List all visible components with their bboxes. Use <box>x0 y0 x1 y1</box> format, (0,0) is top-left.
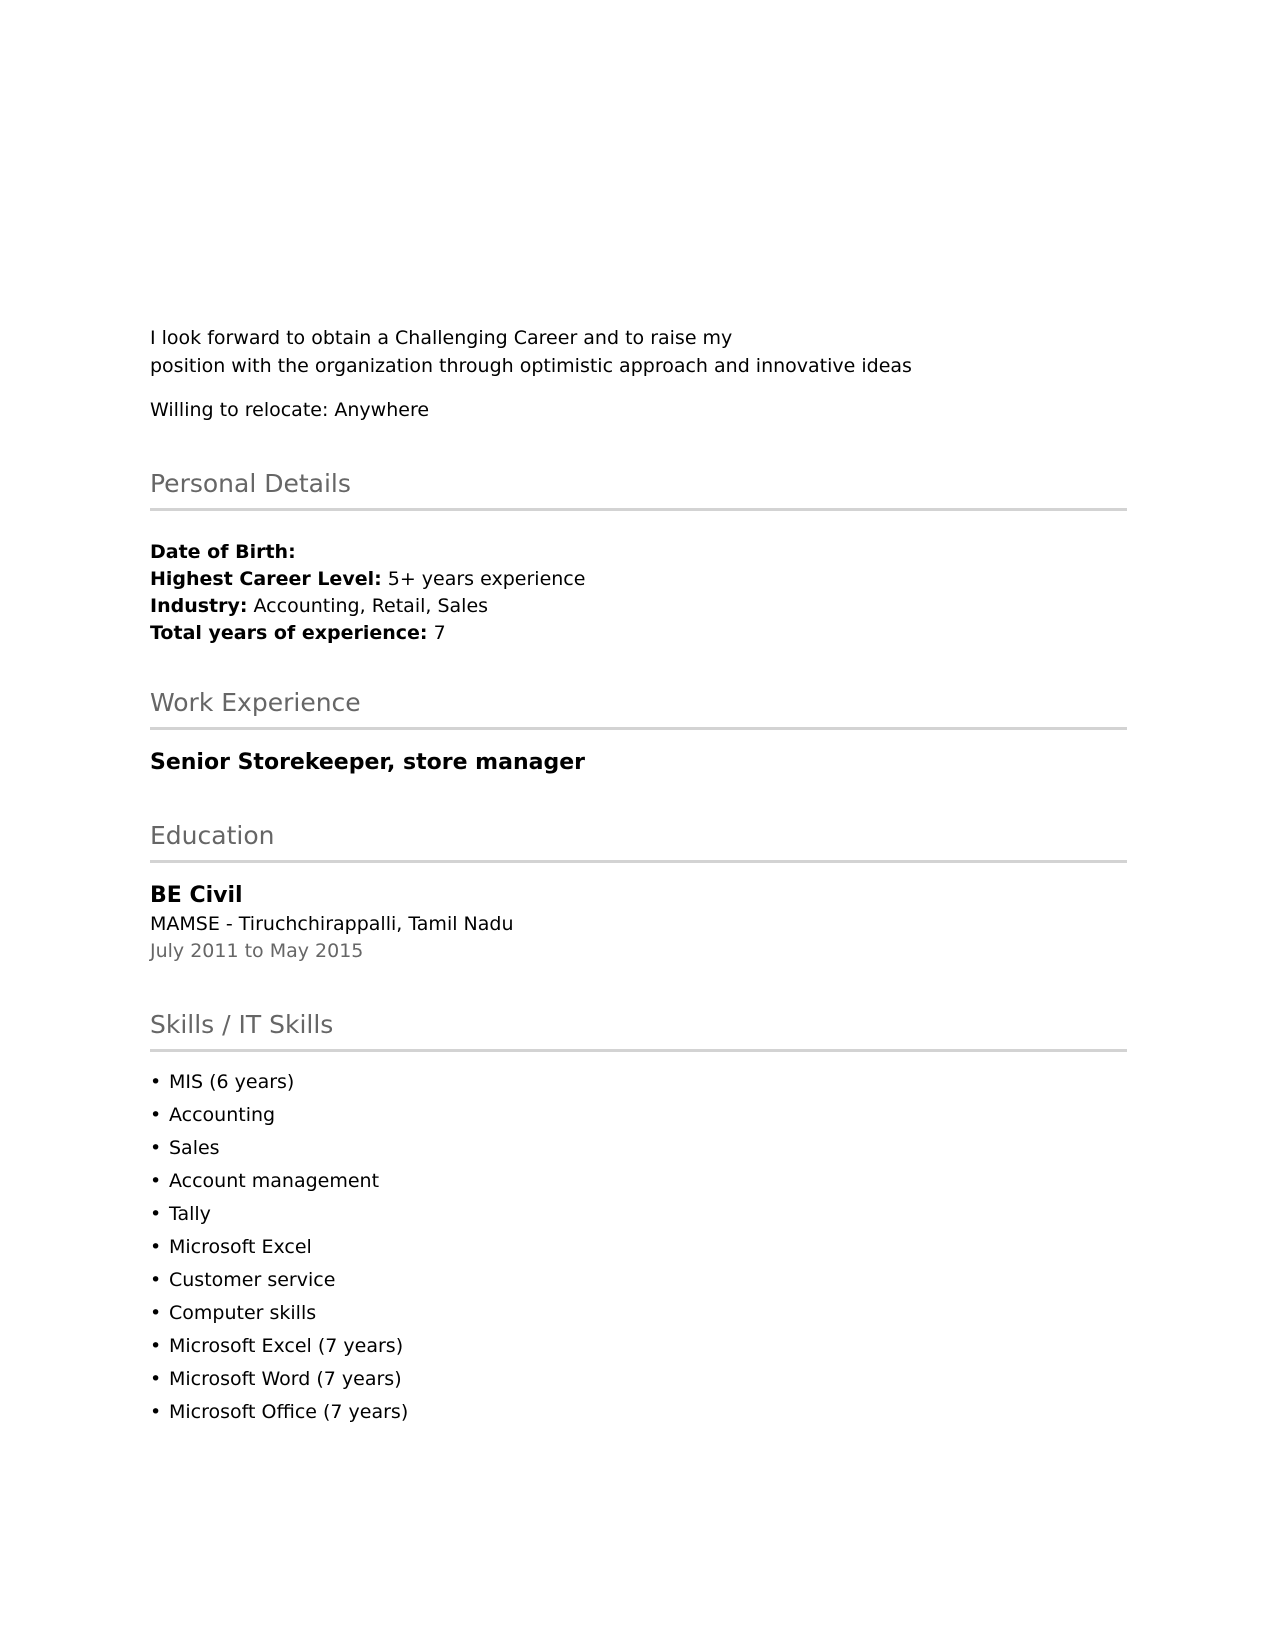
experience-value: 7 <box>433 622 446 644</box>
education-heading: Education <box>150 820 1127 863</box>
list-item <box>150 1198 1127 1231</box>
list-item <box>150 1297 1127 1330</box>
bullet-icon: • <box>150 1236 162 1258</box>
industry-value: Accounting, Retail, Sales <box>253 595 489 617</box>
skill-label: Microsoft Excel (7 years) <box>169 1335 404 1357</box>
skill-label: Computer skills <box>169 1302 317 1324</box>
dob-label: Date of Birth: <box>150 541 296 563</box>
objective-line-1: I look forward to obtain a Challenging Career and to raise my <box>150 327 733 349</box>
skill-label: Sales <box>169 1137 220 1159</box>
degree-title: BE Civil <box>150 883 243 908</box>
objective-line-2: position with the organization through optimistic approach and innovative ideas <box>150 355 912 377</box>
bullet-icon: • <box>150 1401 162 1423</box>
list-item <box>150 1264 1127 1297</box>
relocate-preference: Willing to relocate: Anywhere <box>150 399 430 421</box>
bullet-icon: • <box>150 1335 162 1357</box>
bullet-icon: • <box>150 1368 162 1390</box>
personal-details-heading: Personal Details <box>150 468 1127 511</box>
bullet-icon: • <box>150 1302 162 1324</box>
bullet-icon: • <box>150 1170 162 1192</box>
resume-page <box>150 324 1127 1429</box>
career-level-label: Highest Career Level: <box>150 568 382 590</box>
skill-label: Microsoft Excel <box>169 1236 312 1258</box>
industry-row <box>150 593 1127 620</box>
bullet-icon: • <box>150 1203 162 1225</box>
skill-label: Microsoft Office (7 years) <box>169 1401 409 1423</box>
career-level-row <box>150 566 1127 593</box>
personal-details <box>150 539 1127 647</box>
skills-heading: Skills / IT Skills <box>150 1009 1127 1052</box>
dob-row <box>150 539 1127 566</box>
list-item <box>150 1165 1127 1198</box>
school-name: MAMSE - Tiruchchirappalli, Tamil Nadu <box>150 913 514 935</box>
list-item <box>150 1132 1127 1165</box>
list-item <box>150 1099 1127 1132</box>
skill-label: Accounting <box>169 1104 276 1126</box>
list-item <box>150 1066 1127 1099</box>
education-dates: July 2011 to May 2015 <box>150 940 364 962</box>
skills-list <box>150 1066 1127 1429</box>
work-experience-heading: Work Experience <box>150 687 1127 730</box>
list-item <box>150 1363 1127 1396</box>
experience-label: Total years of experience: <box>150 622 428 644</box>
experience-row <box>150 620 1127 647</box>
career-objective <box>150 324 1127 380</box>
list-item <box>150 1330 1127 1363</box>
bullet-icon: • <box>150 1104 162 1126</box>
career-level-value: 5+ years experience <box>387 568 586 590</box>
skill-label: Microsoft Word (7 years) <box>169 1368 402 1390</box>
list-item <box>150 1231 1127 1264</box>
skill-label: Account management <box>169 1170 380 1192</box>
list-item <box>150 1396 1127 1429</box>
bullet-icon: • <box>150 1071 162 1093</box>
job-title: Senior Storekeeper, store manager <box>150 750 585 775</box>
bullet-icon: • <box>150 1269 162 1291</box>
skill-label: Customer service <box>169 1269 336 1291</box>
bullet-icon: • <box>150 1137 162 1159</box>
industry-label: Industry: <box>150 595 248 617</box>
skill-label: Tally <box>169 1203 211 1225</box>
skill-label: MIS (6 years) <box>169 1071 295 1093</box>
